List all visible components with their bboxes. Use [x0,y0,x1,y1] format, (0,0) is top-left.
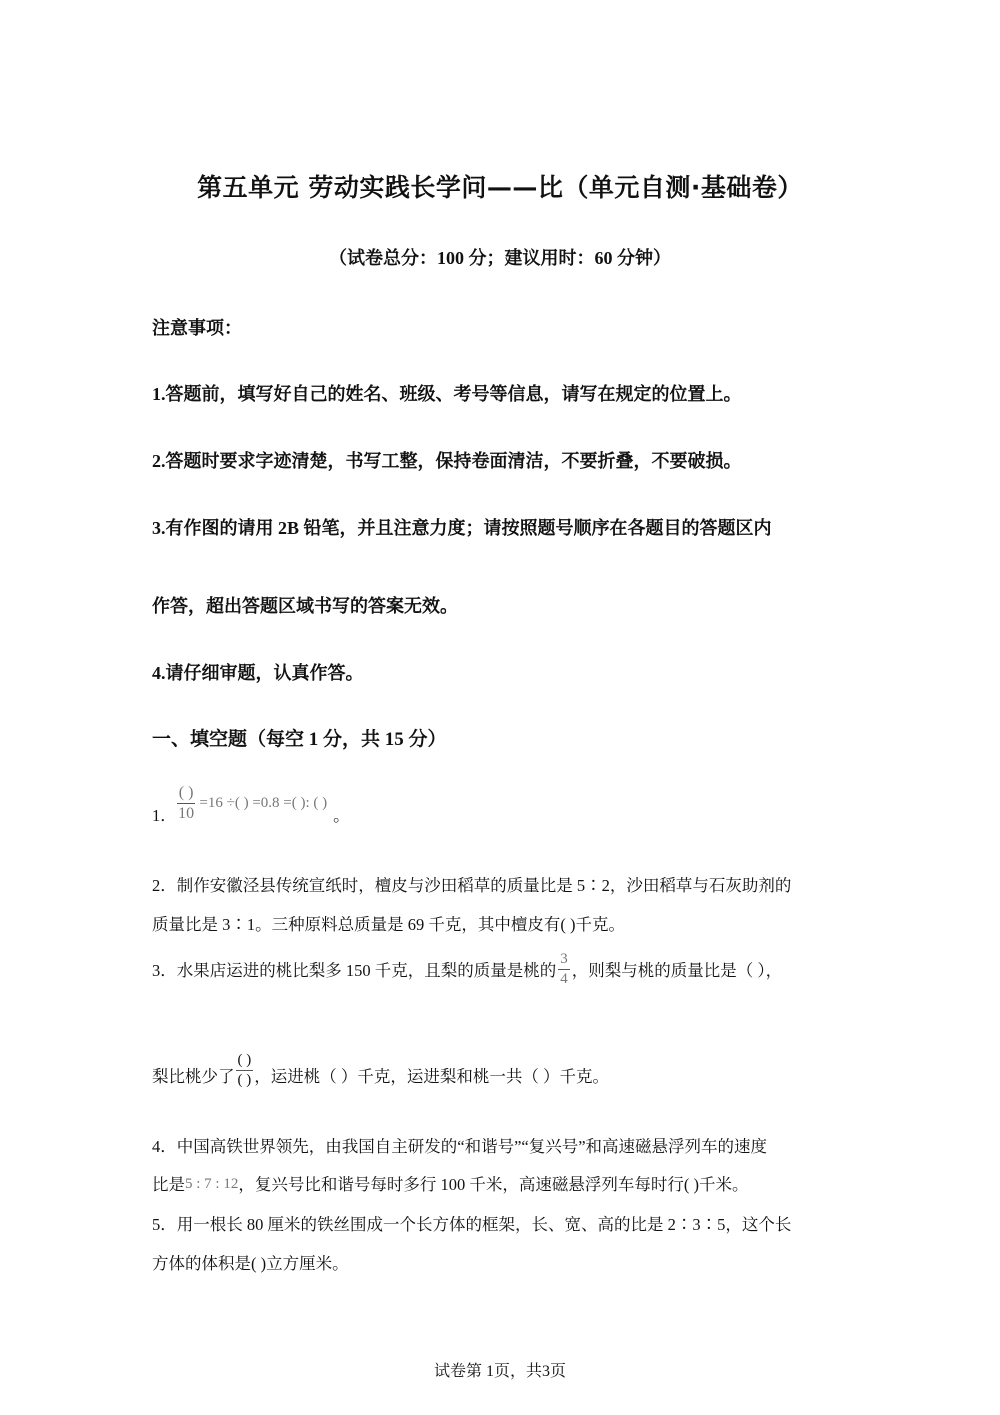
note-item: 1.答题前，填写好自己的姓名、班级、考号等信息，请写在规定的位置上。 [152,384,742,404]
fraction-numerator: ( ) [236,1053,254,1071]
page-title: 第五单元 劳动实践长学问——比（单元自测·基础卷） [197,173,803,202]
fraction-numerator: ( ) [177,785,196,804]
question-4-line-2 [152,1171,748,1195]
question-5-line-1: 5．用一根长 80 厘米的铁丝围成一个长方体的框架，长、宽、高的比是 2∶3∶5，这个长 [152,1215,792,1234]
question-text: ，运进桃（ ）千克，运进梨和桃一共（ ）千克。 [254,1067,609,1086]
question-text: ，复兴号比和谐号每时多行 100 千米，高速磁悬浮列车每时行( )千米。 [238,1175,749,1194]
question-3-line-2 [152,1038,609,1088]
question-text: 梨比桃少了 [152,1067,235,1086]
question-5-line-2: 方体的体积是( )立方厘米。 [152,1254,349,1273]
note-item: 4.请仔细审题，认真作答。 [152,663,364,683]
page-footer: 试卷第 1页，共3页 [433,1363,566,1380]
question-text: 比是 [152,1175,185,1194]
fraction-blank [177,785,196,822]
question-3-line-1 [152,946,782,992]
speed-ratio: 5 : 7 : 12 [185,1176,239,1192]
note-item: 2.答题时要求字迹清楚，书写工整，保持卷面清洁，不要折叠，不要破损。 [152,451,742,471]
note-item: 3.有作图的请用 2B 铅笔，并且注意力度；请按照题号顺序在各题目的答题区内 [152,518,772,538]
fraction-three-quarters [558,952,570,987]
note-item: 作答，超出答题区域书写的答案无效。 [152,596,458,616]
period: 。 [333,806,350,825]
exam-info: （试卷总分：100 分；建议用时：60 分钟） [329,248,671,268]
fraction-denominator: 4 [560,970,568,987]
question-2-line-2: 质量比是 3∶1。三种原料总质量是 69 千克，其中檀皮有( )千克。 [152,915,625,934]
equation: =16 ÷( ) =0.8 =( ): ( ) [199,794,328,811]
fraction-denominator: ( ) [237,1072,252,1088]
question-number: 1． [152,806,177,825]
section-heading-fill-in: 一、填空题（每空 1 分，共 15 分） [152,729,447,750]
question-text: 3．水果店运进的桃比梨多 150 千克，且梨的质量是桃的 [152,961,557,980]
question-text: ，则梨与桃的质量比是（ ）， [571,961,783,980]
fraction-denominator: 10 [178,804,195,822]
question-2-line-1: 2．制作安徽泾县传统宣纸时，檀皮与沙田稻草的质量比是 5∶2，沙田稻草与石灰助剂的 [152,876,792,895]
question-1 [152,778,350,828]
notes-heading: 注意事项： [152,318,242,338]
fraction-blank [236,1053,254,1088]
fraction-numerator: 3 [558,952,570,970]
question-4-line-1: 4．中国高铁世界领先，由我国自主研发的“和谐号”“复兴号”和高速磁悬浮列车的速度 [152,1137,768,1156]
